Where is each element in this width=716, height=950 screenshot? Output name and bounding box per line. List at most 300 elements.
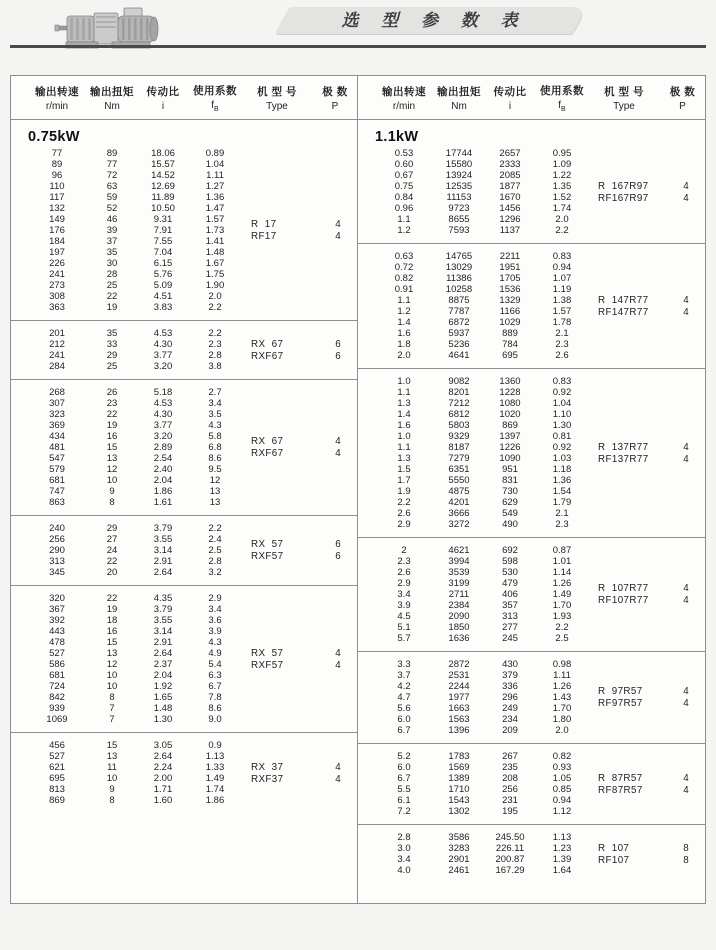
speed-cell: 3.4 <box>397 589 411 600</box>
torque-cell: 2384 <box>448 600 470 611</box>
ratio-cell: 1360 <box>499 376 521 387</box>
service-factor-cell: 0.93 <box>552 762 572 773</box>
ratio-cell: 235 <box>502 762 518 773</box>
ratio-cell: 277 <box>502 622 518 633</box>
service-factor-cell: 9.0 <box>208 714 222 725</box>
speed-cell: 363 <box>49 302 65 313</box>
column-header-cn: 使用系数 <box>540 84 584 97</box>
speed-cell: 842 <box>49 692 65 703</box>
ratio-cell: 1.92 <box>153 681 173 692</box>
torque-cell: 9082 <box>448 376 470 387</box>
column-header-i <box>484 84 536 112</box>
model-row <box>241 539 357 551</box>
speed-cell: 2.3 <box>397 556 411 567</box>
torque-cell: 39 <box>106 225 118 236</box>
ratio-cell: 1226 <box>499 442 521 453</box>
torque-cell: 6872 <box>448 317 470 328</box>
service-factor-cell: 3.2 <box>208 567 222 578</box>
service-factor-cell: 1.86 <box>205 795 225 806</box>
column-header-cn: 极 数 <box>669 85 696 98</box>
ratio-cell: 1951 <box>499 262 521 273</box>
speed-cell: 481 <box>49 442 65 453</box>
ratio-cell: 245 <box>502 633 518 644</box>
service-factor-cell: 4.9 <box>208 648 222 659</box>
speed-cell: 2 <box>401 545 407 556</box>
speed-cell: 240 <box>49 523 65 534</box>
speed-cell: 1.6 <box>397 328 411 339</box>
torque-cell: 25 <box>106 280 118 291</box>
torque-cell: 27 <box>106 534 118 545</box>
ratio-cell: 4.30 <box>153 409 173 420</box>
torque-cell: 1396 <box>448 725 470 736</box>
service-factor-cell: 3.5 <box>208 409 222 420</box>
service-factor-cell: 13 <box>209 497 221 508</box>
column-header-unit: Type <box>266 100 288 112</box>
service-factor-cell: 1.19 <box>552 284 572 295</box>
model-cell: RF147R77 <box>598 306 649 318</box>
ratio-cell: 15.57 <box>151 159 175 170</box>
ratio-cell: 2.04 <box>153 475 173 486</box>
torque-cell: 12535 <box>445 181 473 192</box>
column-header-nm <box>434 84 484 112</box>
speed-cell: 1.3 <box>397 453 411 464</box>
torque-cell: 72 <box>106 170 118 181</box>
ratio-cell: 313 <box>502 611 518 622</box>
service-factor-cell: 0.94 <box>552 795 572 806</box>
service-factor-cell: 4.3 <box>208 637 222 648</box>
ratio-cell: 1137 <box>499 225 521 236</box>
torque-cell: 3994 <box>448 556 470 567</box>
model-cell: R 107 <box>598 842 630 854</box>
poles-cell: 4 <box>335 436 341 447</box>
ratio-cell: 1228 <box>499 387 521 398</box>
torque-cell: 10 <box>106 670 118 681</box>
speed-cell: 724 <box>49 681 65 692</box>
torque-cell: 15580 <box>445 159 473 170</box>
torque-cell: 1783 <box>448 751 470 762</box>
speed-cell: 0.91 <box>394 284 414 295</box>
speed-cell: 6.7 <box>397 773 411 784</box>
column-header-unit: P <box>331 100 339 112</box>
torque-cell: 2461 <box>448 865 470 876</box>
service-factor-cell: 2.8 <box>208 350 222 361</box>
ratio-cell: 490 <box>502 519 518 530</box>
service-factor-cell: 2.3 <box>555 519 569 530</box>
model-type-block <box>241 593 357 725</box>
model-row <box>588 698 705 710</box>
service-factor-cell: 2.2 <box>208 523 222 534</box>
ratio-cell: 3.14 <box>153 545 173 556</box>
torque-cell: 22 <box>106 593 118 604</box>
torque-cell: 37 <box>106 236 118 247</box>
column-header-cn: 机 型 号 <box>257 85 297 98</box>
ratio-cell: 4.35 <box>153 593 173 604</box>
service-factor-cell: 1.11 <box>206 170 224 181</box>
speed-cell: 1.6 <box>397 420 411 431</box>
ratio-cell: 2.64 <box>153 567 173 578</box>
torque-cell: 4621 <box>448 545 470 556</box>
speed-cell: 2.0 <box>397 350 411 361</box>
service-factor-cell: 1.48 <box>205 247 225 258</box>
table-section <box>11 320 357 379</box>
ratio-cell: 7.04 <box>153 247 173 258</box>
torque-cell: 28 <box>106 269 118 280</box>
speed-cell: 0.75 <box>394 181 414 192</box>
ratio-cell: 226.11 <box>495 843 525 854</box>
model-row <box>588 192 705 204</box>
ratio-cell: 3.77 <box>153 420 173 431</box>
speed-cell: 1.7 <box>397 475 411 486</box>
poles-cell: 6 <box>335 350 341 362</box>
speed-cell: 176 <box>49 225 65 236</box>
model-row <box>241 551 357 563</box>
service-factor-cell: 2.3 <box>555 339 569 350</box>
service-factor-cell: 2.2 <box>208 328 222 339</box>
torque-cell: 5550 <box>448 475 470 486</box>
speed-cell: 527 <box>49 751 65 762</box>
torque-cell: 6812 <box>448 409 470 420</box>
model-cell: R 107R77 <box>598 583 649 594</box>
speed-cell: 5.1 <box>397 622 411 633</box>
service-factor-cell: 1.07 <box>552 273 572 284</box>
service-factor-cell: 1.52 <box>552 192 572 203</box>
torque-cell: 46 <box>106 214 118 225</box>
service-factor-cell: 1.26 <box>552 681 572 692</box>
column-header-cn: 使用系数 <box>193 84 237 97</box>
torque-cell: 22 <box>106 556 118 567</box>
table-section <box>358 120 705 243</box>
torque-cell: 3539 <box>448 567 470 578</box>
column-header-cn: 传动比 <box>493 85 527 98</box>
torque-cell: 8655 <box>448 214 470 225</box>
speed-cell: 456 <box>49 740 65 751</box>
service-factor-cell: 2.1 <box>555 508 569 519</box>
service-factor-cell: 1.70 <box>552 600 572 611</box>
torque-cell: 22 <box>106 409 118 420</box>
column-header-unit: r/min <box>45 100 69 112</box>
torque-cell: 2872 <box>448 659 470 670</box>
ratio-cell: 1029 <box>499 317 521 328</box>
torque-cell: 26 <box>106 387 118 398</box>
speed-cell: 939 <box>49 703 65 714</box>
speed-cell: 4.2 <box>397 681 411 692</box>
ratio-cell: 2.64 <box>153 648 173 659</box>
speed-cell: 201 <box>49 328 65 339</box>
service-factor-cell: 1.23 <box>552 843 572 854</box>
ratio-cell: 730 <box>502 486 518 497</box>
model-row <box>588 772 705 784</box>
ratio-cell: 231 <box>502 795 518 806</box>
speed-cell: 747 <box>49 486 65 497</box>
speed-cell: 273 <box>49 280 65 291</box>
model-type-block <box>241 740 357 806</box>
service-factor-cell: 1.33 <box>205 762 225 773</box>
model-row <box>588 595 705 607</box>
model-cell: RXF57 <box>251 551 284 562</box>
torque-cell: 1710 <box>448 784 470 795</box>
model-row <box>241 338 357 350</box>
model-row <box>588 583 705 595</box>
torque-cell: 5803 <box>448 420 470 431</box>
ratio-cell: 1090 <box>499 453 521 464</box>
ratio-cell: 1.71 <box>153 784 173 795</box>
service-factor-cell: 1.27 <box>205 181 225 192</box>
model-cell: RX 37 <box>251 761 284 773</box>
torque-cell: 52 <box>106 203 118 214</box>
torque-cell: 77 <box>106 159 118 170</box>
ratio-cell: 1329 <box>499 295 521 306</box>
ratio-cell: 2333 <box>499 159 521 170</box>
ratio-cell: 1166 <box>499 306 521 317</box>
service-factor-cell: 2.6 <box>555 350 569 361</box>
table-section <box>358 824 705 883</box>
table-section <box>358 537 705 651</box>
model-cell: RF167R97 <box>598 192 649 204</box>
ratio-cell: 11.89 <box>151 192 175 203</box>
speed-cell: 6.7 <box>397 725 411 736</box>
service-factor-cell: 1.09 <box>552 159 572 170</box>
model-row <box>588 784 705 796</box>
ratio-cell: 530 <box>502 567 518 578</box>
torque-cell: 9 <box>109 784 115 795</box>
ratio-cell: 1.86 <box>153 486 173 497</box>
service-factor-cell: 2.4 <box>208 534 222 545</box>
torque-cell: 1850 <box>448 622 470 633</box>
table-section <box>11 732 357 813</box>
torque-cell: 2531 <box>448 670 470 681</box>
speed-cell: 621 <box>49 762 65 773</box>
speed-cell: 2.2 <box>397 497 411 508</box>
model-row <box>588 842 705 854</box>
service-factor-cell: 1.01 <box>552 556 572 567</box>
ratio-cell: 3.14 <box>153 626 173 637</box>
ratio-cell: 1.60 <box>153 795 173 806</box>
speed-cell: 1.1 <box>397 295 411 306</box>
ratio-cell: 234 <box>502 714 518 725</box>
ratio-cell: 3.55 <box>153 615 173 626</box>
speed-cell: 2.9 <box>397 519 411 530</box>
column-header-rmin <box>374 84 434 112</box>
torque-cell: 10 <box>106 475 118 486</box>
service-factor-cell: 1.49 <box>552 589 572 600</box>
torque-cell: 8875 <box>448 295 470 306</box>
model-row <box>241 761 357 773</box>
service-factor-cell: 3.4 <box>208 398 222 409</box>
speed-cell: 5.7 <box>397 633 411 644</box>
service-factor-cell: 8.6 <box>208 703 222 714</box>
ratio-cell: 3.83 <box>153 302 173 313</box>
speed-cell: 681 <box>49 670 65 681</box>
model-cell: R 147R77 <box>598 294 649 306</box>
speed-cell: 345 <box>49 567 65 578</box>
service-factor-cell: 1.30 <box>552 420 572 431</box>
ratio-cell: 7.91 <box>153 225 173 236</box>
service-factor-cell: 2.8 <box>208 556 222 567</box>
ratio-cell: 1.48 <box>153 703 173 714</box>
speed-cell: 132 <box>49 203 65 214</box>
model-cell: R 87R57 <box>598 772 643 784</box>
speed-cell: 241 <box>49 269 65 280</box>
torque-cell: 20 <box>106 567 118 578</box>
speed-cell: 478 <box>49 637 65 648</box>
ratio-cell: 10.50 <box>151 203 175 214</box>
column-header-row <box>358 76 705 120</box>
column-header-unit: $f_B$ <box>558 99 566 113</box>
speed-cell: 5.5 <box>397 784 411 795</box>
torque-cell: 24 <box>106 545 118 556</box>
model-cell: RF107 <box>598 854 630 866</box>
ratio-cell: 4.53 <box>153 328 173 339</box>
ratio-cell: 692 <box>502 545 518 556</box>
service-factor-cell: 2.0 <box>208 291 222 302</box>
table-section <box>11 515 357 585</box>
speed-cell: 290 <box>49 545 65 556</box>
ratio-cell: 2.91 <box>153 556 173 567</box>
torque-cell: 15 <box>106 442 118 453</box>
table-left-half <box>11 76 358 903</box>
header-rule <box>10 45 706 48</box>
speed-cell: 367 <box>49 604 65 615</box>
speed-cell: 586 <box>49 659 65 670</box>
column-header-row <box>11 76 357 120</box>
speed-cell: 7.2 <box>397 806 411 817</box>
torque-cell: 16 <box>106 431 118 442</box>
ratio-cell: 2.91 <box>153 637 173 648</box>
service-factor-cell: 2.0 <box>555 214 569 225</box>
poles-cell: 4 <box>683 306 689 318</box>
speed-cell: 1.1 <box>397 214 411 225</box>
ratio-cell: 249 <box>502 703 518 714</box>
service-factor-cell: 1.57 <box>552 306 572 317</box>
ratio-cell: 1397 <box>499 431 521 442</box>
torque-cell: 7212 <box>448 398 470 409</box>
ratio-cell: 2.54 <box>153 453 173 464</box>
service-factor-cell: 6.3 <box>208 670 222 681</box>
service-factor-cell: 3.4 <box>208 604 222 615</box>
model-row <box>241 773 357 785</box>
ratio-cell: 406 <box>502 589 518 600</box>
speed-cell: 3.9 <box>397 600 411 611</box>
torque-cell: 8 <box>109 795 115 806</box>
model-cell: RXF67 <box>251 350 284 362</box>
torque-cell: 5937 <box>448 328 470 339</box>
poles-cell: 4 <box>683 784 689 796</box>
speed-cell: 0.60 <box>394 159 414 170</box>
service-factor-cell: 3.6 <box>208 615 222 626</box>
torque-cell: 8 <box>109 692 115 703</box>
column-header-unit: Nm <box>451 100 467 112</box>
model-cell: R 137R77 <box>598 441 649 453</box>
torque-cell: 9329 <box>448 431 470 442</box>
poles-cell: 4 <box>683 180 689 192</box>
speed-cell: 369 <box>49 420 65 431</box>
column-header-cn: 输出扭矩 <box>90 85 134 98</box>
model-cell: RF107R77 <box>598 595 649 606</box>
speed-cell: 1.3 <box>397 398 411 409</box>
speed-cell: 320 <box>49 593 65 604</box>
ratio-cell: 549 <box>502 508 518 519</box>
torque-cell: 1977 <box>448 692 470 703</box>
service-factor-cell: 2.5 <box>208 545 222 556</box>
column-header-i <box>137 84 189 112</box>
service-factor-cell: 0.95 <box>552 148 572 159</box>
service-factor-cell: 0.83 <box>552 251 572 262</box>
ratio-cell: 3.20 <box>153 361 173 372</box>
poles-cell: 4 <box>335 761 341 773</box>
column-header-unit: Type <box>613 100 635 112</box>
service-factor-cell: 1.05 <box>552 773 572 784</box>
service-factor-cell: 1.13 <box>552 832 572 843</box>
poles-cell: 4 <box>683 595 689 606</box>
speed-cell: 241 <box>49 350 65 361</box>
speed-cell: 1.1 <box>397 442 411 453</box>
torque-cell: 16 <box>106 626 118 637</box>
torque-cell: 17744 <box>445 148 473 159</box>
speed-cell: 695 <box>49 773 65 784</box>
speed-cell: 1.2 <box>397 225 411 236</box>
model-row <box>241 659 357 671</box>
poles-cell: 4 <box>683 192 689 204</box>
speed-cell: 77 <box>51 148 63 159</box>
torque-cell: 14765 <box>445 251 473 262</box>
torque-cell: 25 <box>106 361 118 372</box>
torque-cell: 10258 <box>445 284 473 295</box>
ratio-cell: 2211 <box>499 251 521 262</box>
column-header-unit: $f_B$ <box>211 99 219 113</box>
torque-cell: 3283 <box>448 843 470 854</box>
ratio-cell: 2.04 <box>153 670 173 681</box>
ratio-cell: 430 <box>502 659 518 670</box>
torque-cell: 3666 <box>448 508 470 519</box>
ratio-cell: 379 <box>502 670 518 681</box>
model-type-block <box>241 523 357 578</box>
ratio-cell: 869 <box>502 420 518 431</box>
torque-cell: 1543 <box>448 795 470 806</box>
ratio-cell: 1080 <box>499 398 521 409</box>
torque-cell: 33 <box>106 339 118 350</box>
torque-cell: 63 <box>106 181 118 192</box>
service-factor-cell: 1.12 <box>552 806 572 817</box>
column-header-nm <box>87 84 137 112</box>
service-factor-cell: 8.6 <box>208 453 222 464</box>
model-row <box>588 854 705 866</box>
poles-cell: 6 <box>335 539 341 550</box>
ratio-cell: 951 <box>502 464 518 475</box>
service-factor-cell: 0.89 <box>205 148 225 159</box>
speed-cell: 0.96 <box>394 203 414 214</box>
model-row <box>241 448 357 460</box>
speed-cell: 863 <box>49 497 65 508</box>
service-factor-cell: 0.92 <box>552 442 572 453</box>
ratio-cell: 629 <box>502 497 518 508</box>
service-factor-cell: 1.36 <box>552 475 572 486</box>
column-header-cn: 极 数 <box>322 85 348 98</box>
torque-cell: 12 <box>106 659 118 670</box>
torque-cell: 15 <box>106 740 118 751</box>
model-cell: RXF67 <box>251 448 284 459</box>
service-factor-cell: 1.57 <box>205 214 225 225</box>
speed-cell: 308 <box>49 291 65 302</box>
service-factor-cell: 1.78 <box>552 317 572 328</box>
ratio-cell: 208 <box>502 773 518 784</box>
table-section <box>358 743 705 824</box>
model-type-block <box>588 545 705 644</box>
ratio-cell: 4.30 <box>153 339 173 350</box>
speed-cell: 5.6 <box>397 703 411 714</box>
service-factor-cell: 12 <box>209 475 221 486</box>
torque-cell: 15 <box>106 637 118 648</box>
column-header-rmin <box>27 84 87 112</box>
